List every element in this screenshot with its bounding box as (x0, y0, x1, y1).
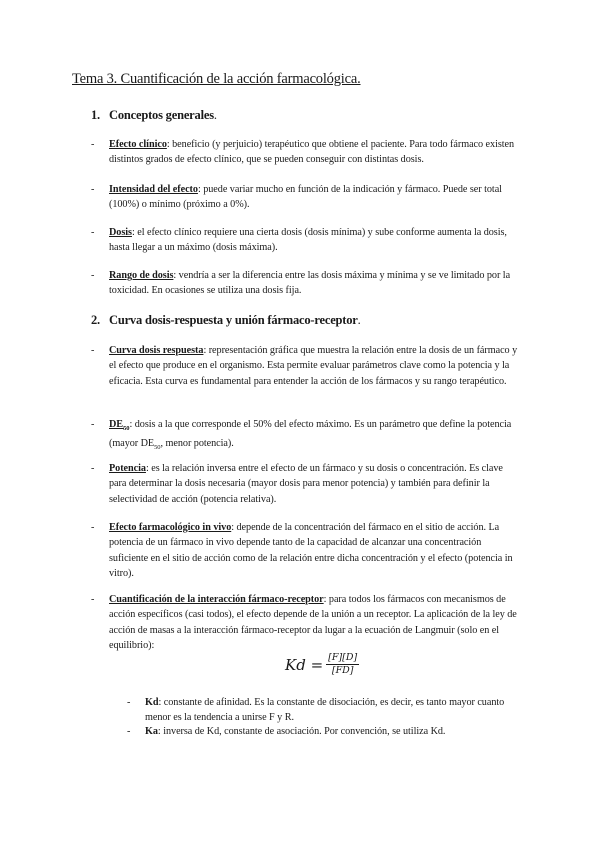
bullet-dash: - (91, 270, 95, 281)
term: Ka (145, 726, 158, 737)
list-item-cuantificacion (91, 592, 521, 653)
definition-a: : dosis a la que corresponde el 50% del efecto máximo. Es un parámetro que define la potencia (mayor DE (109, 419, 512, 450)
bullet-dash: - (91, 227, 95, 238)
definition: : inversa de Kd, constante de asociación. Por convención, se utiliza Kd. (157, 726, 446, 737)
section-number: 2. (91, 313, 100, 327)
section-heading-2 (91, 313, 361, 328)
equation-fraction (326, 652, 359, 677)
list-item-potencia (91, 461, 521, 507)
bullet-dash: - (91, 345, 95, 356)
definition: : vendría a ser la diferencia entre las dosis máxima y mínima y se ve limitado por la toxicidad. En ocasiones se utiliza una dosis fija. (109, 270, 511, 297)
sub-list-item-ka (127, 724, 522, 739)
term (109, 419, 130, 433)
list-item-efecto-clinico (91, 137, 521, 168)
equation-numerator: [F][D] (328, 652, 358, 663)
bullet-dash: - (127, 726, 131, 737)
definition: : depende de la concentración del fármaco en el sitio de acción. La potencia de un fármaco in vivo depende tanto de la capacidad de alcanzar una concentración suficiente en el sitio de acción como de la relación entre dicha concentración y el efecto (potencia in vitro). (109, 522, 513, 579)
section-trail: . (213, 108, 217, 122)
list-item-rango-dosis (91, 268, 521, 299)
definition: : puede variar mucho en función de la indicación y fármaco. Puede ser total (100%) o mínimo (próximo a 0%). (109, 184, 502, 211)
term: Kd (145, 697, 159, 708)
definition: : para todos los fármacos con mecanismos de acción específicos (casi todos), el efecto depende de la unión a un receptor. La aplicación de la ley de acción de masas a la interacción fármaco-receptor da lugar a la ecuación de Langmuir (solo en el equilibrio): (109, 594, 517, 651)
list-item-dosis (91, 225, 521, 256)
definition: : constante de afinidad. Es la constante de disociación, es decir, es tanto mayor cuanto menor es la tendencia a unirse F y R. (145, 697, 505, 724)
bullet-dash: - (127, 697, 131, 708)
equation-lhs: Kd = (285, 655, 324, 674)
bullet-dash: - (91, 139, 95, 150)
definition: : el efecto clínico requiere una cierta dosis (dosis mínima) y sube conforme aumenta la dosis, hasta llegar a un máximo (dosis máxima). (109, 227, 507, 254)
bullet-dash: - (91, 522, 95, 533)
term: Efecto farmacológico in vivo (109, 522, 232, 533)
definition: : representación gráfica que muestra la relación entre la dosis de un fármaco y el efecto que produce en el organismo. Esta permite evaluar parámetros clave como la potencia y la eficacia. Esta curva es fundamental para entender la acción de los fármacos y su rango terapéutico. (109, 345, 518, 387)
section-number: 1. (91, 108, 100, 122)
section-title: Curva dosis-respuesta y unión fármaco-receptor (109, 313, 358, 327)
term: Curva dosis respuesta (109, 345, 204, 356)
section-title: Conceptos generales (109, 108, 214, 122)
term: Cuantificación de la interacción fármaco-receptor (109, 594, 324, 605)
definition: : beneficio (y perjuicio) terapéutico que obtiene el paciente. Para todo fármaco existen distintos grados de efecto clínico, que se pueden conseguir con distintas dosis. (109, 139, 515, 166)
section-trail: . (357, 313, 361, 327)
term-subscript: 50 (123, 425, 130, 433)
list-item-efecto-in-vivo (91, 520, 521, 581)
bullet-dash: - (91, 594, 95, 605)
sub-list-item-kd (127, 695, 522, 726)
definition-b: , menor potencia). (160, 438, 234, 450)
definition-subscript: 50 (154, 444, 161, 452)
list-item-intensidad (91, 182, 521, 213)
term-text: DE (109, 419, 124, 430)
list-item-de50 (91, 417, 521, 456)
bullet-dash: - (91, 419, 95, 430)
equation-denominator: [FD] (331, 665, 354, 676)
bullet-dash: - (91, 463, 95, 474)
term: Efecto clínico (109, 139, 167, 150)
term: Potencia (109, 463, 146, 474)
section-heading-1 (91, 108, 217, 123)
term: Rango de dosis (109, 270, 174, 281)
definition: : es la relación inversa entre el efecto de un fármaco y su dosis o concentración. Es clave para determinar la dosis necesaria (mayor dosis para menor potencia) y también para definir la selectividad de acción (potencia relativa). (109, 463, 503, 505)
bullet-dash: - (91, 184, 95, 195)
list-item-curva-dosis-respuesta (91, 343, 521, 389)
langmuir-equation (285, 652, 359, 677)
term: Intensidad del efecto (109, 184, 198, 195)
term: Dosis (109, 227, 132, 238)
page-title: Tema 3. Cuantificación de la acción farmacológica. (72, 71, 361, 87)
